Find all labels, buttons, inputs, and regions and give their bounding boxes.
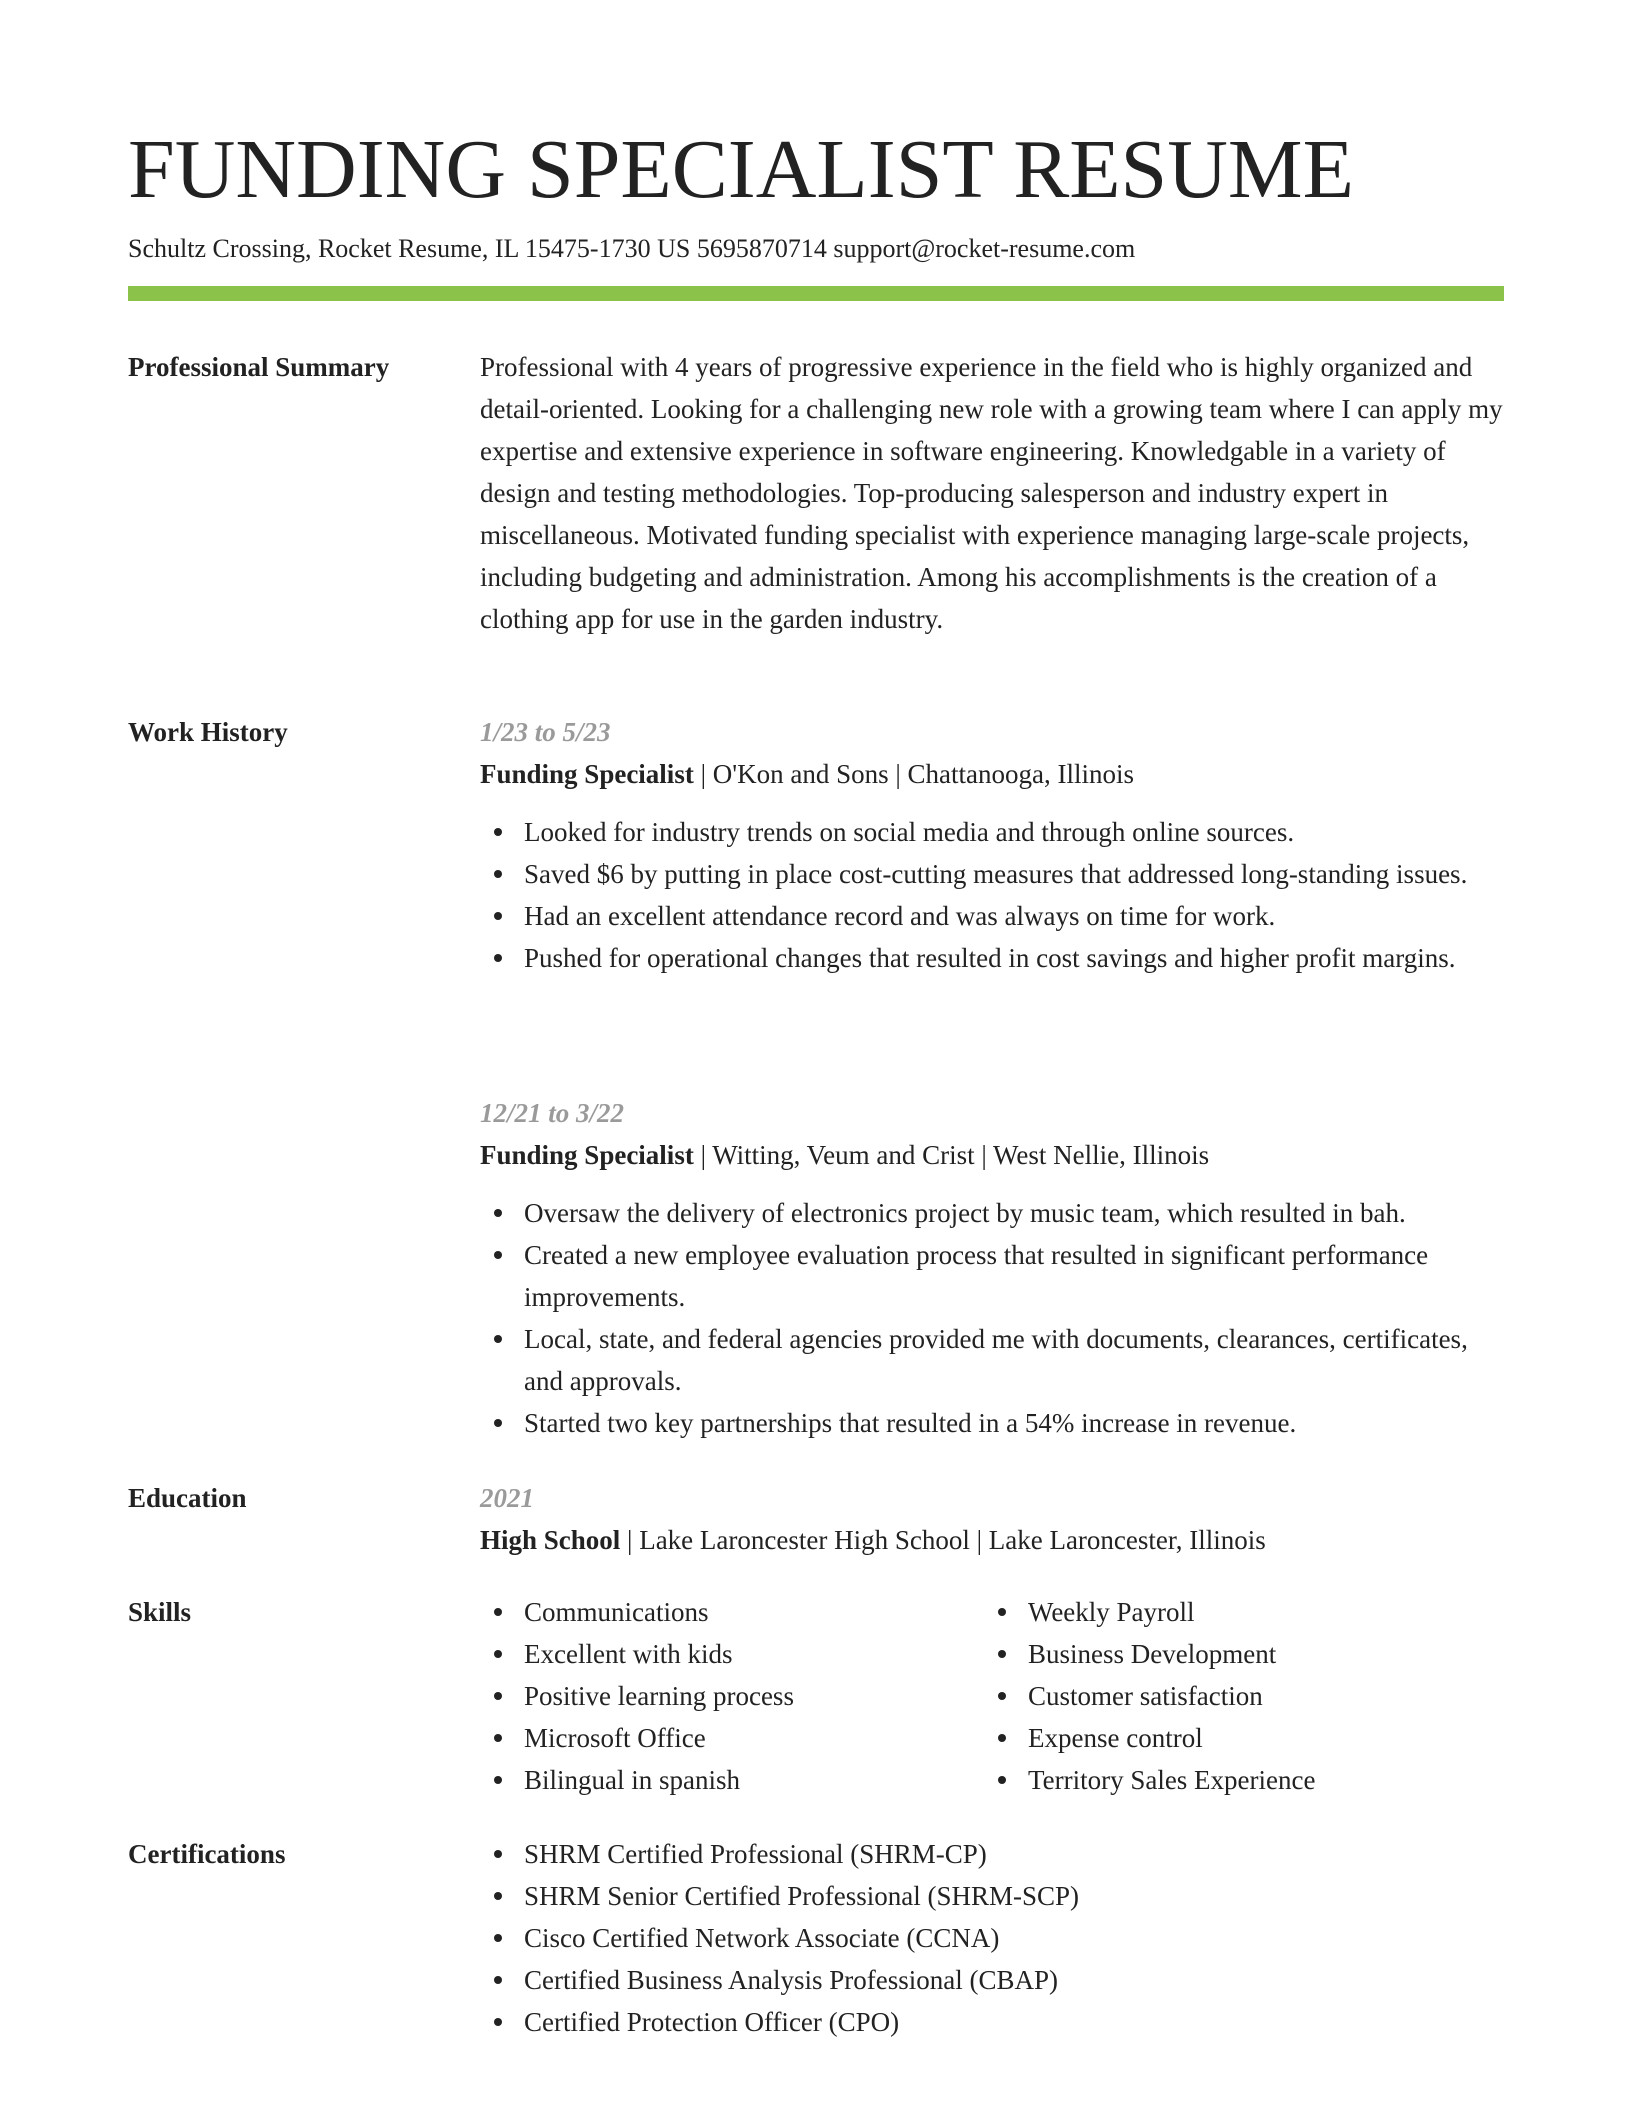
certifications-content — [480, 1833, 1504, 2043]
skills-column-right — [984, 1591, 1484, 1801]
section-label-work-history: Work History — [128, 717, 288, 747]
section-label-skills: Skills — [128, 1597, 192, 1627]
accent-divider — [128, 286, 1504, 301]
list-item: SHRM Senior Certified Professional (SHRM-SCP) — [480, 1875, 1504, 1917]
job-title: Funding Specialist — [480, 1140, 694, 1170]
job-details: | Witting, Veum and Crist | West Nellie, Illinois — [693, 1140, 1210, 1170]
summary-text: Professional with 4 years of progressive experience in the field who is highly organized and detail-oriented. Looking for a challenging new role with a growing team where I can apply my expertise and extensive experience in software engineering. Knowledgable in a variety of design and testing methodologies. Top-producing salesperson and industry expert in miscellaneous. Motivated funding specialist with experience managing large-scale projects, including budgeting and administration. Among his accomplishments is the creation of a clothing app for use in the garden industry. — [480, 352, 1503, 634]
job-details: | O'Kon and Sons | Chattanooga, Illinois — [693, 759, 1134, 789]
list-item: Created a new employee evaluation process that resulted in significant performance improvements. — [480, 1234, 1504, 1318]
list-item: Started two key partnerships that resulted in a 54% increase in revenue. — [480, 1402, 1504, 1444]
list-item: Certified Business Analysis Professional (CBAP) — [480, 1959, 1504, 2001]
list-item: Bilingual in spanish — [480, 1759, 980, 1801]
list-item: Territory Sales Experience — [984, 1759, 1484, 1801]
section-label-certifications: Certifications — [128, 1839, 286, 1869]
job-dates: 12/21 to 3/22 — [480, 1098, 625, 1128]
list-item: Weekly Payroll — [984, 1591, 1484, 1633]
job-title: Funding Specialist — [480, 759, 694, 789]
list-item: Communications — [480, 1591, 980, 1633]
education-year: 2021 — [480, 1483, 534, 1513]
list-item: SHRM Certified Professional (SHRM-CP) — [480, 1833, 1504, 1875]
skills-list — [984, 1591, 1484, 1801]
section-label-summary: Professional Summary — [128, 352, 390, 382]
education-details: | Lake Laroncester High School | Lake Laroncester, Illinois — [620, 1525, 1266, 1555]
resume-title: FUNDING SPECIALIST RESUME — [128, 123, 1354, 216]
job-dates: 1/23 to 5/23 — [480, 717, 611, 747]
section-label-education: Education — [128, 1483, 247, 1513]
job-entry — [480, 1092, 1504, 1444]
education-line — [480, 1519, 1504, 1561]
job-bullets — [480, 811, 1504, 979]
list-item: Pushed for operational changes that resulted in cost savings and higher profit margins. — [480, 937, 1504, 979]
job-entry — [480, 711, 1504, 979]
list-item: Cisco Certified Network Associate (CCNA) — [480, 1917, 1504, 1959]
skills-column-left — [480, 1591, 980, 1801]
list-item: Certified Protection Officer (CPO) — [480, 2001, 1504, 2043]
job-role-line — [480, 1134, 1504, 1176]
list-item: Oversaw the delivery of electronics project by music team, which resulted in bah. — [480, 1192, 1504, 1234]
list-item: Looked for industry trends on social media and through online sources. — [480, 811, 1504, 853]
job-role-line — [480, 753, 1504, 795]
list-item: Expense control — [984, 1717, 1484, 1759]
certifications-list — [480, 1833, 1504, 2043]
list-item: Business Development — [984, 1633, 1484, 1675]
education-degree: High School — [480, 1525, 621, 1555]
work-history-content — [480, 711, 1504, 1438]
summary-content — [480, 346, 1504, 640]
contact-line: Schultz Crossing, Rocket Resume, IL 15475-1730 US 5695870714 support@rocket-resume.com — [128, 234, 1136, 263]
list-item: Saved $6 by putting in place cost-cutting measures that addressed long-standing issues. — [480, 853, 1504, 895]
list-item: Microsoft Office — [480, 1717, 980, 1759]
job-bullets — [480, 1192, 1504, 1444]
skills-list — [480, 1591, 980, 1801]
education-content — [480, 1477, 1504, 1561]
list-item: Local, state, and federal agencies provided me with documents, clearances, certificates, and approvals. — [480, 1318, 1504, 1402]
list-item: Had an excellent attendance record and was always on time for work. — [480, 895, 1504, 937]
list-item: Positive learning process — [480, 1675, 980, 1717]
list-item: Customer satisfaction — [984, 1675, 1484, 1717]
list-item: Excellent with kids — [480, 1633, 980, 1675]
